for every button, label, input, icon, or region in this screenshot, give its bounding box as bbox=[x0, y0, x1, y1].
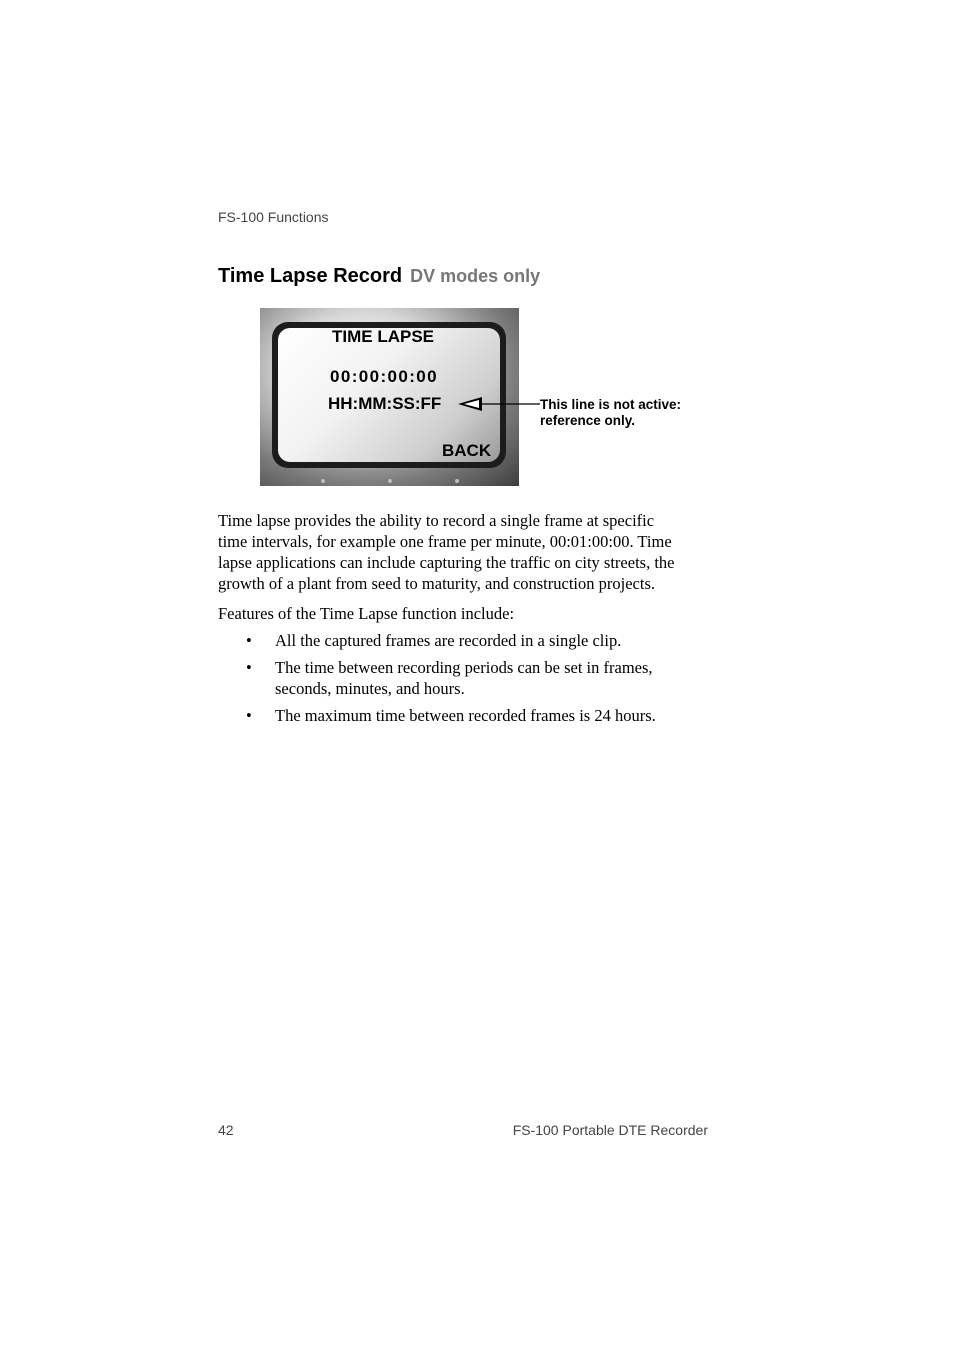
callout-note bbox=[540, 397, 681, 429]
lcd-time-value: 00:00:00:00 bbox=[330, 367, 439, 386]
section-title-text: Time Lapse Record bbox=[218, 265, 403, 287]
paragraph-line: lapse applications can include capturing the traffic on city streets, the bbox=[218, 553, 675, 572]
bullet-icon: • bbox=[246, 706, 252, 725]
lcd-button-dot bbox=[455, 479, 459, 483]
lcd-time-format: HH:MM:SS:FF bbox=[328, 394, 442, 413]
paragraph-line: time intervals, for example one frame per minute, 00:01:00:00. Time bbox=[218, 532, 672, 551]
lcd-button-dot bbox=[388, 479, 392, 483]
features-intro: Features of the Time Lapse function include: bbox=[218, 604, 515, 623]
list-item-text: The time between recording periods can be set in frames, bbox=[275, 658, 653, 677]
features-list bbox=[218, 630, 718, 732]
callout-line: This line is not active: bbox=[540, 397, 682, 412]
paragraph-line: Time lapse provides the ability to record a single frame at specific bbox=[218, 511, 655, 530]
running-head: FS-100 Functions bbox=[218, 209, 329, 225]
body-paragraph bbox=[218, 510, 718, 594]
page-number: 42 bbox=[218, 1122, 234, 1138]
callout-line: reference only. bbox=[540, 413, 636, 428]
list-item-text: All the captured frames are recorded in a single clip. bbox=[275, 631, 622, 650]
bullet-icon: • bbox=[246, 631, 252, 650]
lcd-button-dot bbox=[321, 479, 325, 483]
lcd-title: TIME LAPSE bbox=[332, 327, 435, 346]
paragraph-line: growth of a plant from seed to maturity, and construction projects. bbox=[218, 574, 655, 593]
list-item-text: seconds, minutes, and hours. bbox=[275, 679, 465, 698]
list-item bbox=[218, 705, 718, 726]
callout-arrow-icon bbox=[456, 395, 542, 415]
list-item bbox=[218, 630, 718, 651]
list-item bbox=[218, 657, 718, 699]
section-qualifier: DV modes only bbox=[410, 266, 541, 286]
footer-title: FS-100 Portable DTE Recorder bbox=[512, 1122, 708, 1138]
lcd-back-label: BACK bbox=[442, 441, 492, 460]
list-item-text: The maximum time between recorded frames is 24 hours. bbox=[275, 706, 656, 725]
bullet-icon: • bbox=[246, 658, 252, 677]
section-title bbox=[218, 265, 540, 288]
